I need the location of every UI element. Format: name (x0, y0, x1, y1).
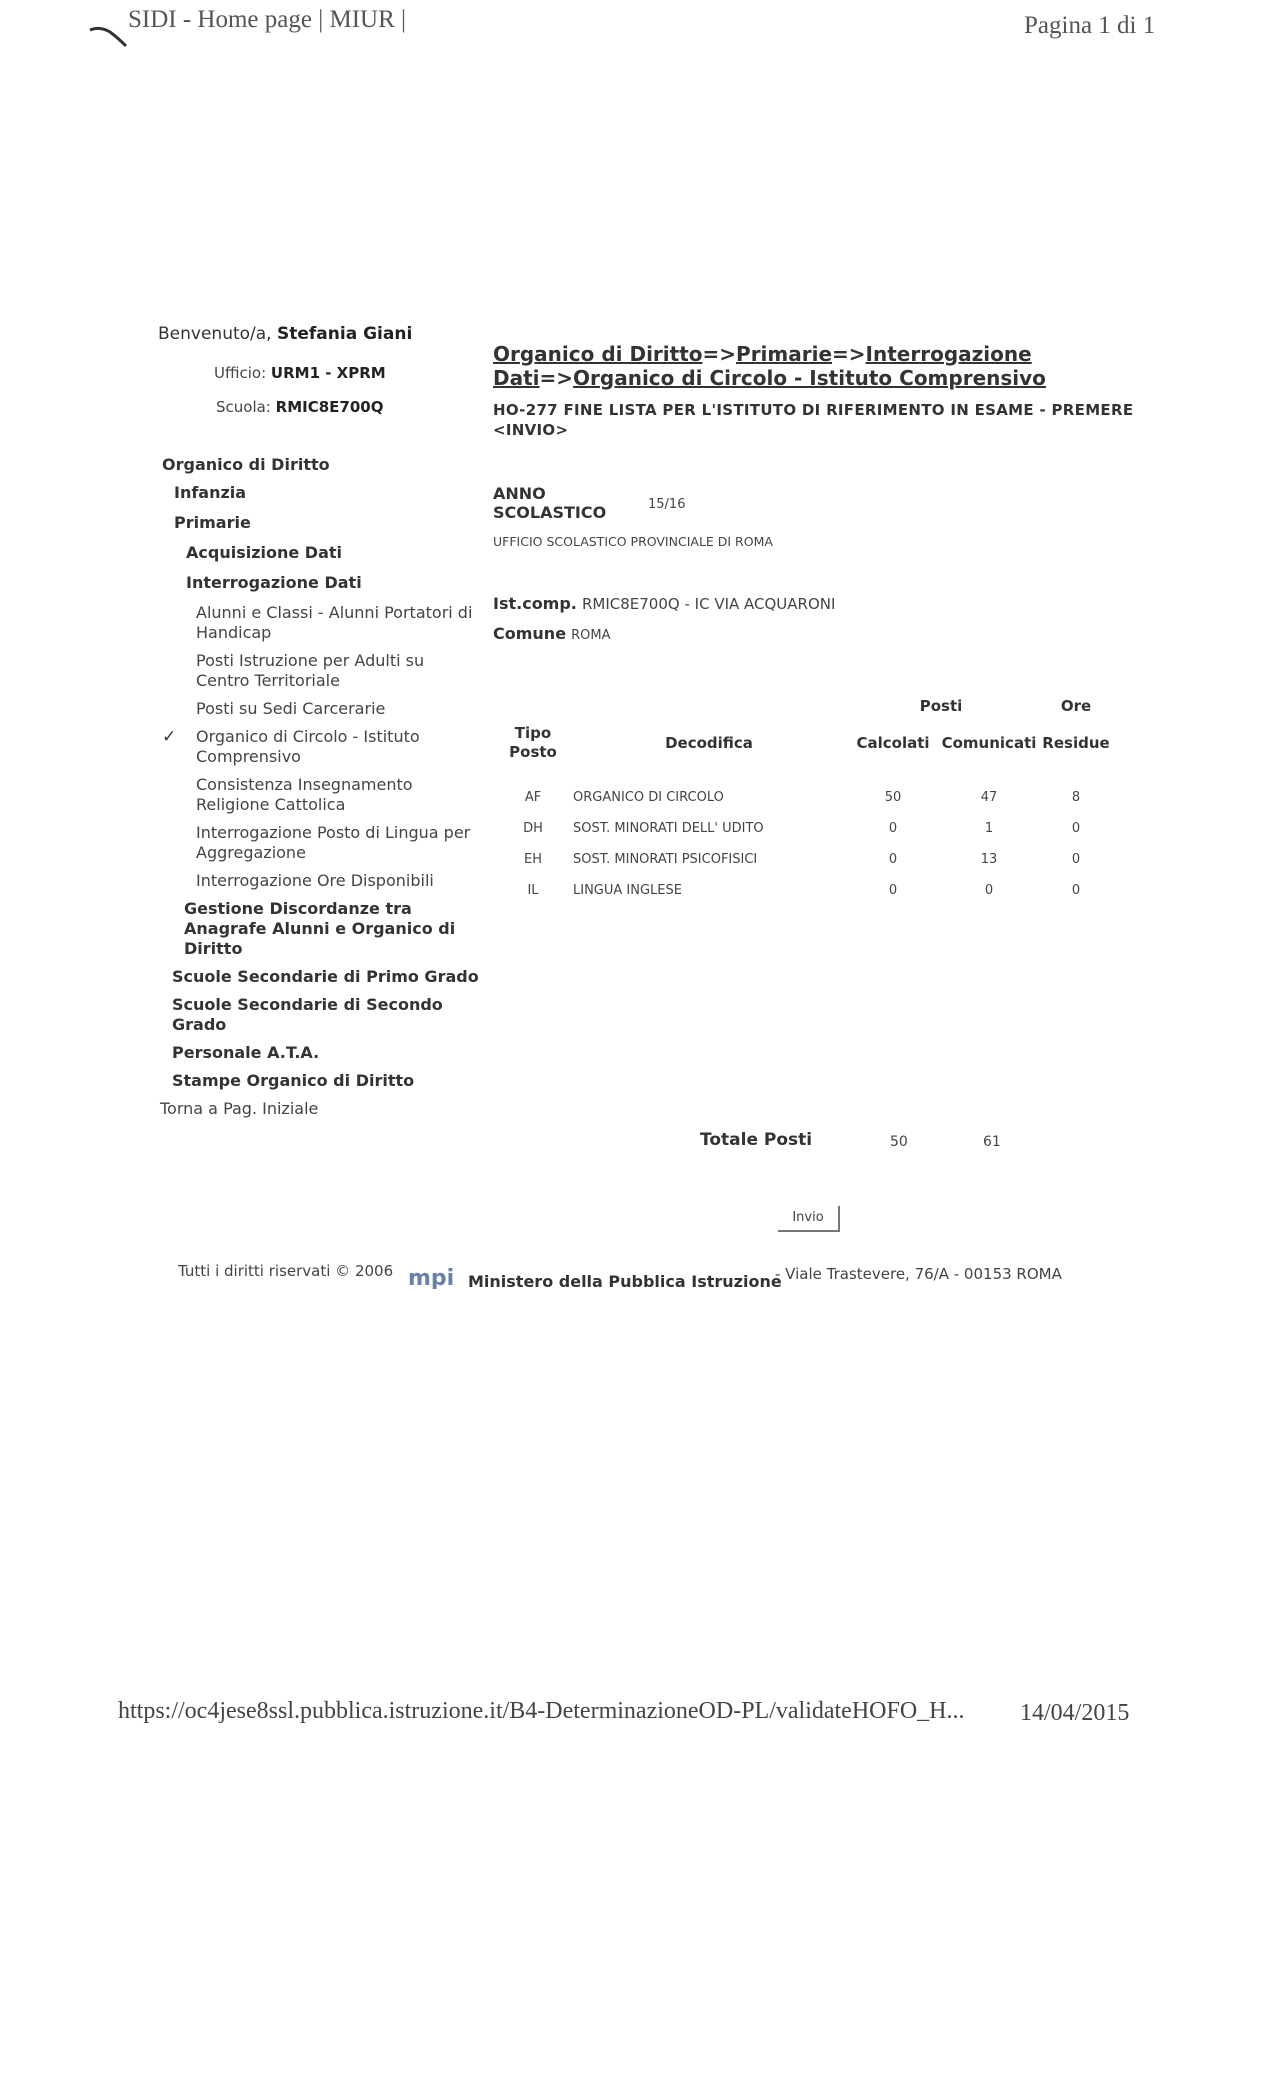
anno-value: 15/16 (648, 497, 686, 512)
th-ore-group: Ore (1060, 697, 1092, 715)
check-icon: ✓ (162, 727, 177, 747)
status-message: HO-277 FINE LISTA PER L'ISTITUTO DI RIFERIMENTO IN ESAME - PREMERE <INVIO> (493, 401, 1134, 439)
cell-tipo: AF (524, 790, 542, 805)
breadcrumb-organico[interactable]: Organico di Diritto (493, 342, 703, 366)
menu-religione-cattolica[interactable]: Consistenza Insegnamento Religione Cattolica (196, 775, 413, 814)
scan-mark-icon (88, 24, 132, 50)
table-row (493, 875, 1115, 906)
print-header-title: SIDI - Home page | MIUR | (128, 6, 407, 33)
ufficio-value: URM1 - XPRM (270, 364, 386, 382)
cell-calcolati: 0 (888, 883, 898, 898)
print-header-page-info: Pagina 1 di 1 (1024, 12, 1156, 39)
th-empty-2 (573, 688, 845, 724)
welcome-prefix: Benvenuto/a, (158, 324, 272, 344)
sidebar-menu (162, 455, 482, 1127)
cell-decodifica: SOST. MINORATI DELL' UDITO (573, 821, 764, 836)
menu-personale-ata[interactable]: Personale A.T.A. (172, 1043, 320, 1062)
menu-organico-circolo-selected[interactable] (162, 727, 482, 767)
cell-decodifica: ORGANICO DI CIRCOLO (573, 790, 724, 805)
totale-calcolati: 50 (890, 1134, 908, 1150)
scuola-label: Scuola: (216, 398, 271, 416)
table-row (493, 813, 1115, 844)
cell-comunicati: 47 (980, 790, 998, 805)
comune-label: Comune (493, 624, 567, 643)
menu-posti-adulti[interactable]: Posti Istruzione per Adulti su Centro Territoriale (196, 651, 425, 690)
cell-comunicati: 1 (984, 821, 994, 836)
menu-stampe[interactable]: Stampe Organico di Diritto (172, 1071, 415, 1090)
th-posti-group: Posti (919, 697, 963, 715)
ufficio-label: Ufficio: (214, 364, 267, 382)
cell-tipo: IL (527, 883, 539, 898)
menu-ore-disponibili[interactable]: Interrogazione Ore Disponibili (196, 871, 434, 890)
anno-label-line1: ANNO (493, 484, 546, 503)
th-comunicati: Comunicati (941, 734, 1037, 752)
menu-primarie[interactable]: Primarie (174, 513, 251, 532)
cell-residue: 0 (1071, 883, 1081, 898)
breadcrumb-organico-circolo[interactable]: Organico di Circolo - Istituto Comprensivo (573, 366, 1046, 390)
table-row (493, 844, 1115, 875)
cell-tipo: EH (524, 852, 542, 867)
table-row (493, 782, 1115, 813)
istituto-label: Ist.comp. (493, 594, 577, 613)
menu-secondarie-secondo[interactable]: Scuole Secondarie di Secondo Grado (172, 995, 443, 1034)
istituto-value: RMIC8E700Q - IC VIA ACQUARONI (581, 595, 836, 613)
footer-address: - Viale Trastevere, 76/A - 00153 ROMA (775, 1265, 1062, 1283)
cell-calcolati: 50 (884, 790, 902, 805)
cell-decodifica: LINGUA INGLESE (573, 883, 682, 898)
mpi-logo (406, 1265, 456, 1289)
user-name: Stefania Giani (277, 324, 413, 344)
anno-label-line2: SCOLASTICO (493, 503, 607, 522)
th-tipo-posto: Tipo Posto (509, 724, 557, 761)
comune-line (493, 624, 611, 643)
breadcrumb-interrogazione[interactable]: Interrogazione Dati (493, 342, 1032, 390)
menu-torna-pag-iniziale[interactable]: Torna a Pag. Iniziale (160, 1099, 319, 1118)
cell-calcolati: 0 (888, 852, 898, 867)
menu-secondarie-primo[interactable]: Scuole Secondarie di Primo Grado (172, 967, 479, 986)
th-residue: Residue (1042, 734, 1110, 752)
menu-infanzia[interactable]: Infanzia (174, 483, 247, 502)
cell-residue: 0 (1071, 852, 1081, 867)
table-spacer (493, 762, 1115, 782)
breadcrumb-sep-2: => (832, 342, 866, 366)
cell-residue: 0 (1071, 821, 1081, 836)
menu-gestione-discordanze[interactable]: Gestione Discordanze tra Anagrafe Alunni e Organico di Diritto (184, 899, 456, 958)
menu-interrogazione-dati[interactable]: Interrogazione Dati (186, 573, 362, 592)
cell-calcolati: 0 (888, 821, 898, 836)
print-footer-date: 14/04/2015 (1020, 1700, 1130, 1726)
breadcrumb-sep-3: => (539, 366, 574, 390)
totale-comunicati: 61 (983, 1134, 1001, 1150)
menu-sedi-carcerarie[interactable]: Posti su Sedi Carcerarie (196, 699, 386, 718)
menu-organico-di-diritto[interactable]: Organico di Diritto (162, 455, 330, 474)
cell-decodifica: SOST. MINORATI PSICOFISICI (573, 852, 758, 867)
ufficio-line (214, 364, 386, 382)
comune-value: ROMA (571, 628, 611, 643)
breadcrumb-primarie[interactable]: Primarie (736, 342, 833, 366)
mpi-logo-graphic (406, 1265, 456, 1289)
menu-acquisizione-dati[interactable]: Acquisizione Dati (186, 543, 343, 562)
th-decodifica: Decodifica (665, 734, 753, 752)
cell-residue: 8 (1071, 790, 1081, 805)
th-calcolati: Calcolati (856, 734, 930, 752)
cell-comunicati: 13 (980, 852, 998, 867)
breadcrumb (493, 342, 1153, 390)
welcome-text (158, 324, 412, 344)
posti-table (493, 688, 1115, 906)
menu-alunni-classi[interactable]: Alunni e Classi - Alunni Portatori di Handicap (196, 603, 473, 642)
scuola-value: RMIC8E700Q (275, 398, 384, 416)
print-footer-url: https://oc4jese8ssl.pubblica.istruzione.it/B4-DeterminazioneOD-PL/validateHOFO_H... (118, 1698, 965, 1724)
menu-organico-circolo-label: Organico di Circolo - Istituto Comprensivo (196, 727, 420, 766)
th-empty-1 (493, 688, 573, 724)
istituto-line (493, 594, 835, 613)
footer-rights: Tutti i diritti riservati © 2006 (178, 1262, 394, 1280)
totale-posti-label: Totale Posti (700, 1130, 813, 1150)
cell-tipo: DH (523, 821, 543, 836)
anno-label (493, 484, 606, 522)
menu-posto-lingua[interactable]: Interrogazione Posto di Lingua per Aggregazione (196, 823, 471, 862)
cell-comunicati: 0 (984, 883, 994, 898)
scuola-line (216, 398, 383, 416)
invio-button[interactable]: Invio (778, 1206, 840, 1232)
mpi-logo-text: mpi (408, 1266, 455, 1289)
breadcrumb-sep-1: => (702, 342, 737, 366)
ufficio-scolastico: UFFICIO SCOLASTICO PROVINCIALE DI ROMA (493, 534, 773, 549)
footer-ministero: Ministero della Pubblica Istruzione (468, 1272, 782, 1291)
